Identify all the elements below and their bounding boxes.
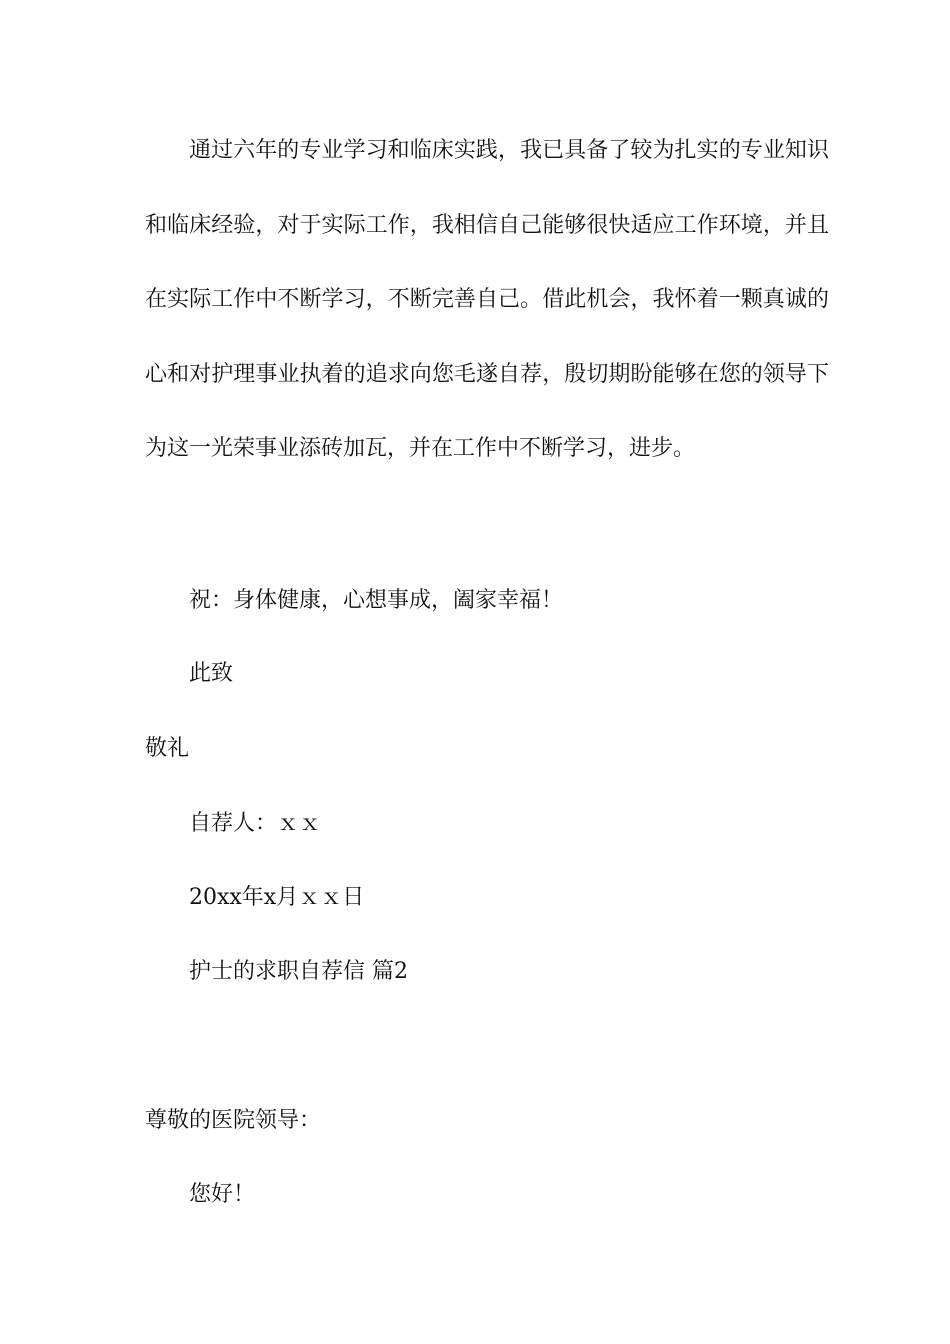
closing-cizhi: 此致 <box>189 661 234 686</box>
greeting: 您好！ <box>189 1182 256 1207</box>
closing-jingli: 敬礼 <box>145 736 190 761</box>
salutation: 尊敬的医院领导： <box>145 1108 322 1133</box>
section-title: 护士的求职自荐信 篇2 <box>189 959 408 984</box>
wish-line: 祝：身体健康，心想事成，阖家幸福！ <box>189 588 564 613</box>
body-paragraph: 通过六年的专业学习和临床实践，我已具备了较为扎实的专业知识和临床经验，对于实际工作，我相信自己能够很快适应工作环境，并且在实际工作中不断学习，不断完善自己。借此机会，我怀着一颗真诚的心和对护理事业执着的追求向您毛遂自荐，殷切期盼能够在您的领导下为这一光荣事业添砖加瓦，并在工作中不断学习，进步。 <box>145 138 829 461</box>
signature-line: 自荐人：ｘｘ <box>189 811 322 836</box>
date-line: 20xx年x月ｘｘ日 <box>189 885 365 910</box>
